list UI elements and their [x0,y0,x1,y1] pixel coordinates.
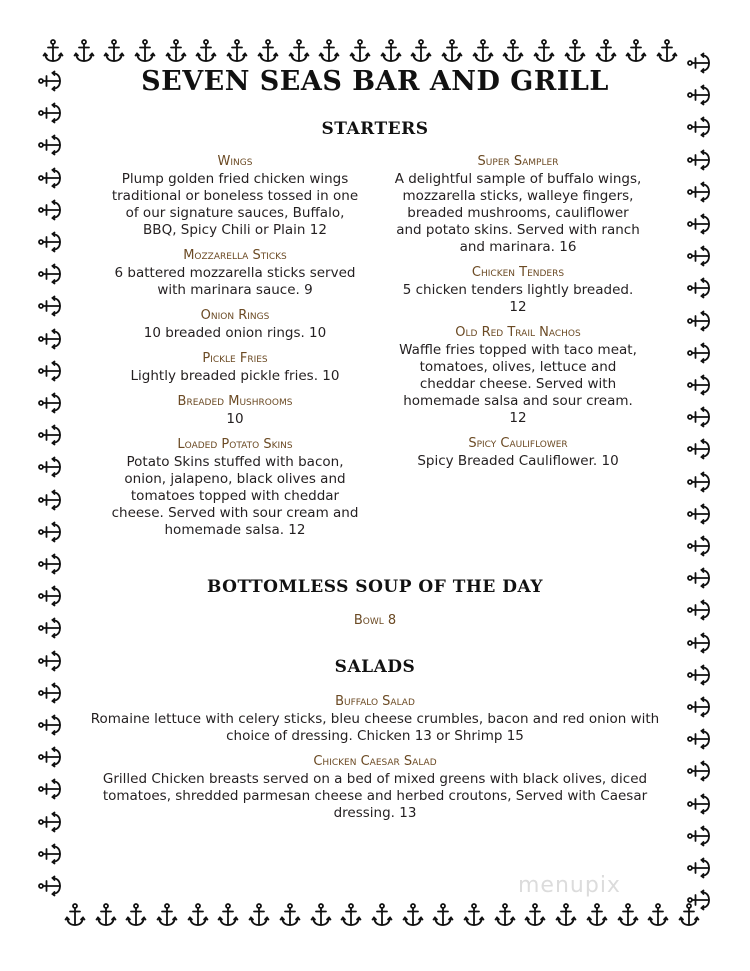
item-name: Buffalo Salad [335,694,415,709]
anchor-icon [37,551,63,577]
anchor-icon [215,902,241,928]
anchor-icon [500,38,526,64]
anchor-icon [71,38,97,64]
anchor-icon [686,630,712,656]
menu-item [110,247,360,299]
restaurant-title: SEVEN SEAS BAR AND GRILL [141,66,609,97]
item-name: Wings [217,154,253,169]
anchor-icon [37,197,63,223]
anchor-icon [193,38,219,64]
anchor-icon [277,902,303,928]
anchor-icon [522,902,548,928]
anchor-icon [37,712,63,738]
anchor-icon [686,147,712,173]
salads-list [90,693,660,830]
menu-item [393,435,643,470]
anchor-icon [654,38,680,64]
item-name: Chicken Tenders [471,265,565,280]
anchor-icon [62,902,88,928]
anchor-icon [255,38,281,64]
anchor-icon [686,791,712,817]
anchor-icon [686,855,712,881]
item-name: Bowl 8 [353,613,397,628]
anchor-icon [686,597,712,623]
anchor-icon [37,261,63,287]
item-description: Grilled Chicken breasts served on a bed of mixed greens with black olives, diced tomatoes, shredded parmesan cheese and herbed croutons, Served with Caesar dressing. 13 [102,771,648,821]
anchor-icon [686,436,712,462]
anchor-icon [185,902,211,928]
soup-heading: BOTTOMLESS SOUP OF THE DAY [206,577,544,597]
anchor-icon [408,38,434,64]
menu-item [393,264,643,316]
anchor-icon [123,902,149,928]
anchor-icon [492,902,518,928]
watermark: menupix [518,873,621,898]
anchor-icon [531,38,557,64]
anchor-icon [37,680,63,706]
anchor-icon [553,902,579,928]
anchor-icon [686,372,712,398]
anchor-icon [37,326,63,352]
anchor-icon [686,501,712,527]
anchor-icon [400,902,426,928]
item-description: Plump golden fried chicken wings traditional or boneless tossed in one of our signature sauces, Buffalo, BBQ, Spicy Chili or Plain 12 [111,171,359,238]
item-name: Pickle Fries [202,351,268,366]
anchor-icon [686,243,712,269]
anchor-icon [623,38,649,64]
item-description: Potato Skins stuffed with bacon, onion, jalapeno, black olives and tomatoes topped with cheddar cheese. Served with sour cream and homemade salsa. 12 [111,454,359,538]
anchor-icon [338,902,364,928]
anchor-icon [645,902,671,928]
salads-heading: SALADS [334,657,416,677]
item-name: Super Sampler [477,154,559,169]
item-name: Old Red Trail Nachos [455,325,581,340]
anchor-icon [686,694,712,720]
anchor-icon [686,533,712,559]
item-name: Chicken Caesar Salad [313,754,437,769]
anchor-icon [686,469,712,495]
starters-heading: STARTERS [321,119,429,139]
anchor-icon [37,358,63,384]
anchor-icon [37,293,63,319]
item-description: 5 chicken tenders lightly breaded. 12 [402,282,634,315]
menu-item [110,350,360,385]
anchor-icon [369,902,395,928]
anchor-icon [439,38,465,64]
item-name: Breaded Mushrooms [177,394,293,409]
anchor-icon [37,809,63,835]
anchor-icon [37,841,63,867]
item-name: Spicy Cauliflower [468,436,568,451]
menu-item [110,307,360,342]
anchor-icon [686,758,712,784]
item-name: Loaded Potato Skins [177,437,293,452]
item-description: Romaine lettuce with celery sticks, bleu cheese crumbles, bacon and red onion with choice of dressing. Chicken 13 or Shrimp 15 [90,711,660,744]
starters-right-column [393,153,643,478]
anchor-icon [37,229,63,255]
anchor-icon [686,726,712,752]
anchor-icon [461,902,487,928]
anchor-icon [37,744,63,770]
starters-left-column [110,153,360,547]
anchor-icon [686,179,712,205]
anchor-icon [686,340,712,366]
anchor-icon [615,902,641,928]
anchor-icon [40,38,66,64]
anchor-icon [686,308,712,334]
menu-item [110,436,360,539]
anchor-icon [584,902,610,928]
anchor-icon [470,38,496,64]
anchor-icon [686,823,712,849]
anchor-icon [308,902,334,928]
anchor-icon [347,38,373,64]
anchor-icon [37,519,63,545]
menu-item [110,153,360,239]
anchor-icon [286,38,312,64]
anchor-icon [37,454,63,480]
item-description: 10 breaded onion rings. 10 [143,325,327,341]
item-description: A delightful sample of buffalo wings, mozzarella sticks, walleye fingers, breaded mushrooms, cauliflower and potato skins. Served with ranch and marinara. 16 [394,171,642,255]
item-description: Spicy Breaded Cauliflower. 10 [417,453,619,469]
menu-item [110,393,360,428]
anchor-icon [37,487,63,513]
item-description: 10 [226,411,244,427]
anchor-icon [37,422,63,448]
anchor-icon [686,275,712,301]
anchor-icon [378,38,404,64]
anchor-icon [154,902,180,928]
menu-item [90,753,660,822]
anchor-icon [316,38,342,64]
anchor-icon [132,38,158,64]
menu-item [393,324,643,427]
anchor-icon [37,776,63,802]
item-description: Waffle fries topped with taco meat, tomatoes, olives, lettuce and cheddar cheese. Served with homemade salsa and sour cream. 12 [399,342,637,426]
anchor-icon [593,38,619,64]
anchor-icon [224,38,250,64]
anchor-icon [37,615,63,641]
item-description: 6 battered mozzarella sticks served with marinara sauce. 9 [114,265,356,298]
item-name: Mozzarella Sticks [183,248,287,263]
anchor-icon [101,38,127,64]
anchor-icon [37,873,63,899]
anchor-icon [246,902,272,928]
anchor-icon [37,165,63,191]
menu-item [90,693,660,745]
soup-item [90,612,660,630]
anchor-icon [686,887,712,913]
item-description: Lightly breaded pickle fries. 10 [130,368,340,384]
anchor-icon [686,211,712,237]
anchor-icon [37,390,63,416]
anchor-icon [163,38,189,64]
anchor-icon [686,404,712,430]
anchor-icon [430,902,456,928]
menu-item [393,153,643,256]
item-name: Onion Rings [200,308,270,323]
anchor-icon [562,38,588,64]
anchor-icon [93,902,119,928]
